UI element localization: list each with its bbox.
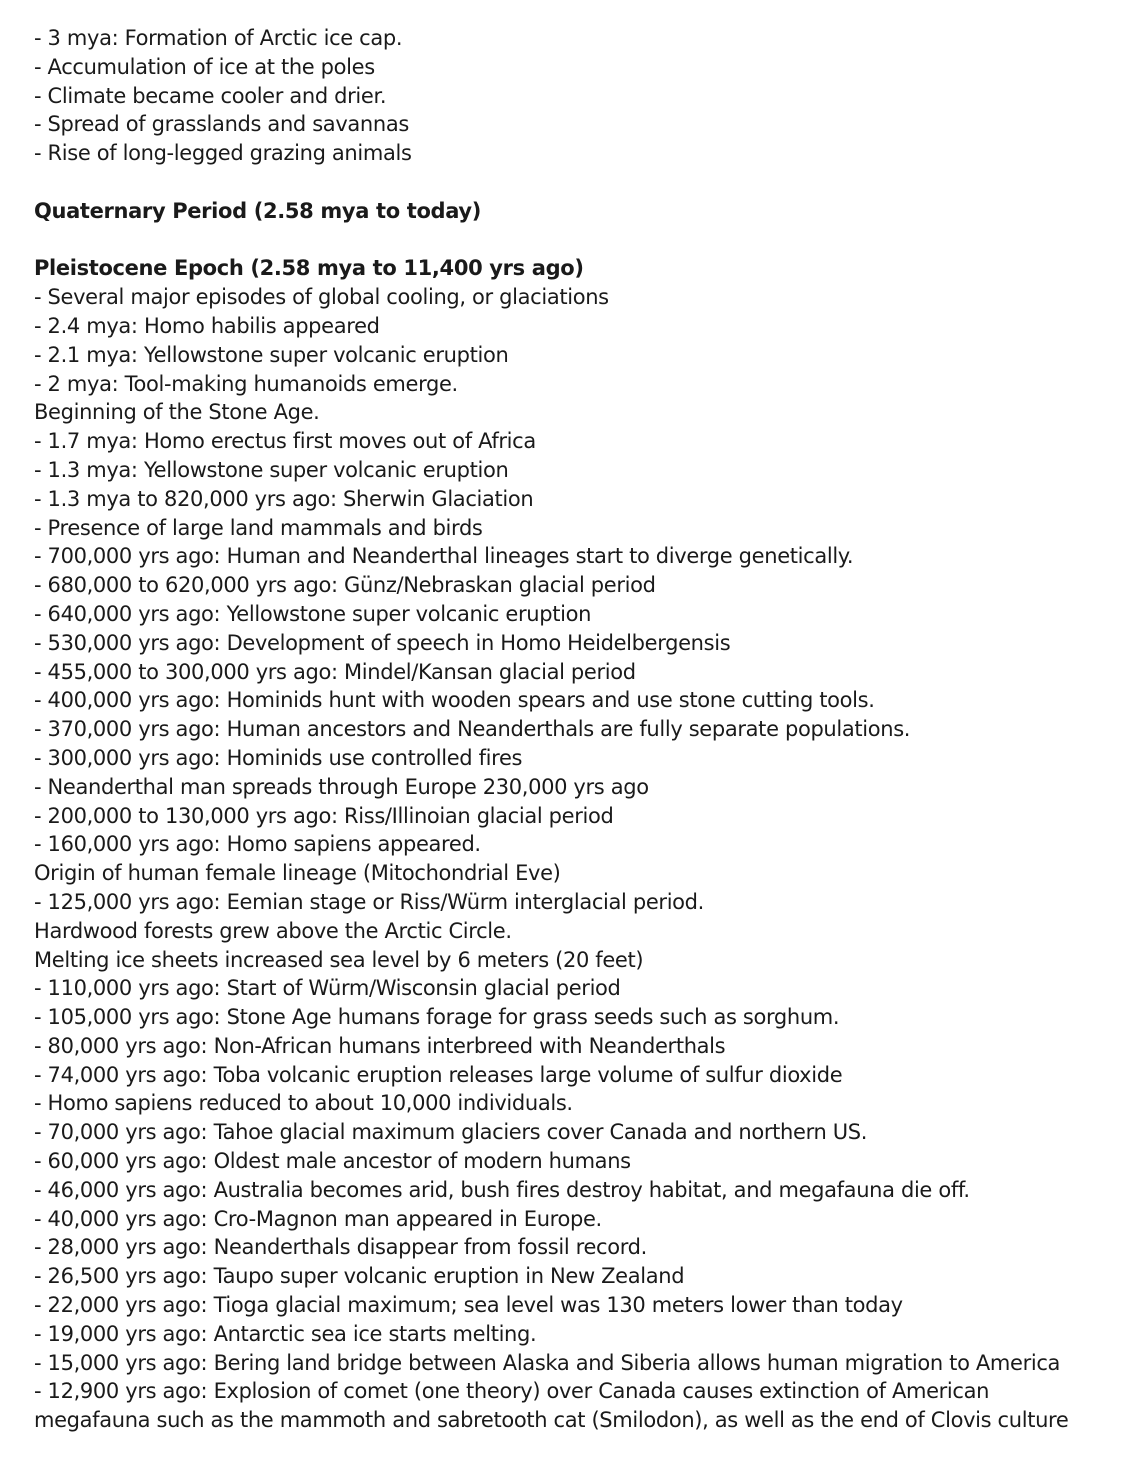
list-item: - 74,000 yrs ago: Toba volcanic eruption releases large volume of sulfur dioxide bbox=[34, 1062, 843, 1087]
list-item: - Accumulation of ice at the poles bbox=[34, 54, 375, 79]
intro-section bbox=[34, 24, 1114, 168]
list-item: - 105,000 yrs ago: Stone Age humans forage for grass seeds such as sorghum. bbox=[34, 1005, 840, 1030]
list-item: - 40,000 yrs ago: Cro-Magnon man appeared in Europe. bbox=[34, 1206, 602, 1231]
list-item: - 200,000 to 130,000 yrs ago: Riss/Illinoian glacial period bbox=[34, 803, 614, 828]
list-item: - Several major episodes of global cooling, or glaciations bbox=[34, 285, 609, 310]
list-item: - 15,000 yrs ago: Bering land bridge between Alaska and Siberia allows human migration to America bbox=[34, 1350, 1061, 1375]
list-item: - 2.1 mya: Yellowstone super volcanic eruption bbox=[34, 342, 509, 367]
spacer bbox=[34, 226, 1114, 255]
list-item: - 700,000 yrs ago: Human and Neanderthal lineages start to diverge genetically. bbox=[34, 544, 854, 569]
list-item: Beginning of the Stone Age. bbox=[34, 400, 320, 425]
epoch-list bbox=[34, 283, 1114, 1435]
period-heading: Quaternary Period (2.58 mya to today) bbox=[34, 198, 481, 223]
list-item: - 1.3 mya to 820,000 yrs ago: Sherwin Glaciation bbox=[34, 486, 534, 511]
list-item: - 60,000 yrs ago: Oldest male ancestor of modern humans bbox=[34, 1149, 631, 1174]
list-item: - 28,000 yrs ago: Neanderthals disappear from fossil record. bbox=[34, 1235, 647, 1260]
list-item: Origin of human female lineage (Mitochondrial Eve) bbox=[34, 861, 561, 886]
list-item: - Climate became cooler and drier. bbox=[34, 83, 387, 108]
list-item: - 680,000 to 620,000 yrs ago: Günz/Nebraskan glacial period bbox=[34, 573, 656, 598]
list-item: - 640,000 yrs ago: Yellowstone super volcanic eruption bbox=[34, 601, 592, 626]
list-item: - 26,500 yrs ago: Taupo super volcanic eruption in New Zealand bbox=[34, 1264, 685, 1289]
list-item: - Presence of large land mammals and birds bbox=[34, 515, 483, 540]
list-item: - 455,000 to 300,000 yrs ago: Mindel/Kansan glacial period bbox=[34, 659, 636, 684]
list-item: - 530,000 yrs ago: Development of speech in Homo Heidelbergensis bbox=[34, 630, 731, 655]
list-item: - 125,000 yrs ago: Eemian stage or Riss/Würm interglacial period. bbox=[34, 889, 704, 914]
list-item: - 1.7 mya: Homo erectus first moves out of Africa bbox=[34, 429, 536, 454]
list-item: - 80,000 yrs ago: Non-African humans interbreed with Neanderthals bbox=[34, 1033, 726, 1058]
list-item: Hardwood forests grew above the Arctic Circle. bbox=[34, 918, 512, 943]
list-item: - 1.3 mya: Yellowstone super volcanic eruption bbox=[34, 457, 509, 482]
list-item: - Homo sapiens reduced to about 10,000 individuals. bbox=[34, 1091, 573, 1116]
list-item: - 400,000 yrs ago: Hominids hunt with wooden spears and use stone cutting tools. bbox=[34, 688, 875, 713]
list-item: - Neanderthal man spreads through Europe 230,000 yrs ago bbox=[34, 774, 649, 799]
list-item: - 2 mya: Tool-making humanoids emerge. bbox=[34, 371, 458, 396]
list-item: - 3 mya: Formation of Arctic ice cap. bbox=[34, 26, 403, 50]
list-item: - 46,000 yrs ago: Australia becomes arid, bush fires destroy habitat, and megafauna die off. bbox=[34, 1177, 970, 1202]
spacer bbox=[34, 168, 1114, 197]
list-item: - 70,000 yrs ago: Tahoe glacial maximum glaciers cover Canada and northern US. bbox=[34, 1120, 868, 1145]
list-item: - Rise of long-legged grazing animals bbox=[34, 141, 412, 166]
list-item: - 12,900 yrs ago: Explosion of comet (one theory) over Canada causes extinction of American bbox=[34, 1379, 990, 1404]
list-item: - 2.4 mya: Homo habilis appeared bbox=[34, 313, 380, 338]
epoch-heading: Pleistocene Epoch (2.58 mya to 11,400 yrs ago) bbox=[34, 256, 584, 281]
list-item: - 370,000 yrs ago: Human ancestors and Neanderthals are fully separate populations. bbox=[34, 717, 911, 742]
list-item: - Spread of grasslands and savannas bbox=[34, 112, 409, 137]
list-item: - 300,000 yrs ago: Hominids use controlled fires bbox=[34, 745, 523, 770]
list-item: - 160,000 yrs ago: Homo sapiens appeared. bbox=[34, 832, 481, 857]
list-item: megafauna such as the mammoth and sabretooth cat (Smilodon), as well as the end of Clovis culture bbox=[34, 1408, 1069, 1433]
list-item: - 19,000 yrs ago: Antarctic sea ice starts melting. bbox=[34, 1321, 537, 1346]
list-item: - 22,000 yrs ago: Tioga glacial maximum; sea level was 130 meters lower than today bbox=[34, 1293, 903, 1318]
list-item: - 110,000 yrs ago: Start of Würm/Wisconsin glacial period bbox=[34, 976, 621, 1001]
list-item: Melting ice sheets increased sea level by 6 meters (20 feet) bbox=[34, 947, 644, 972]
